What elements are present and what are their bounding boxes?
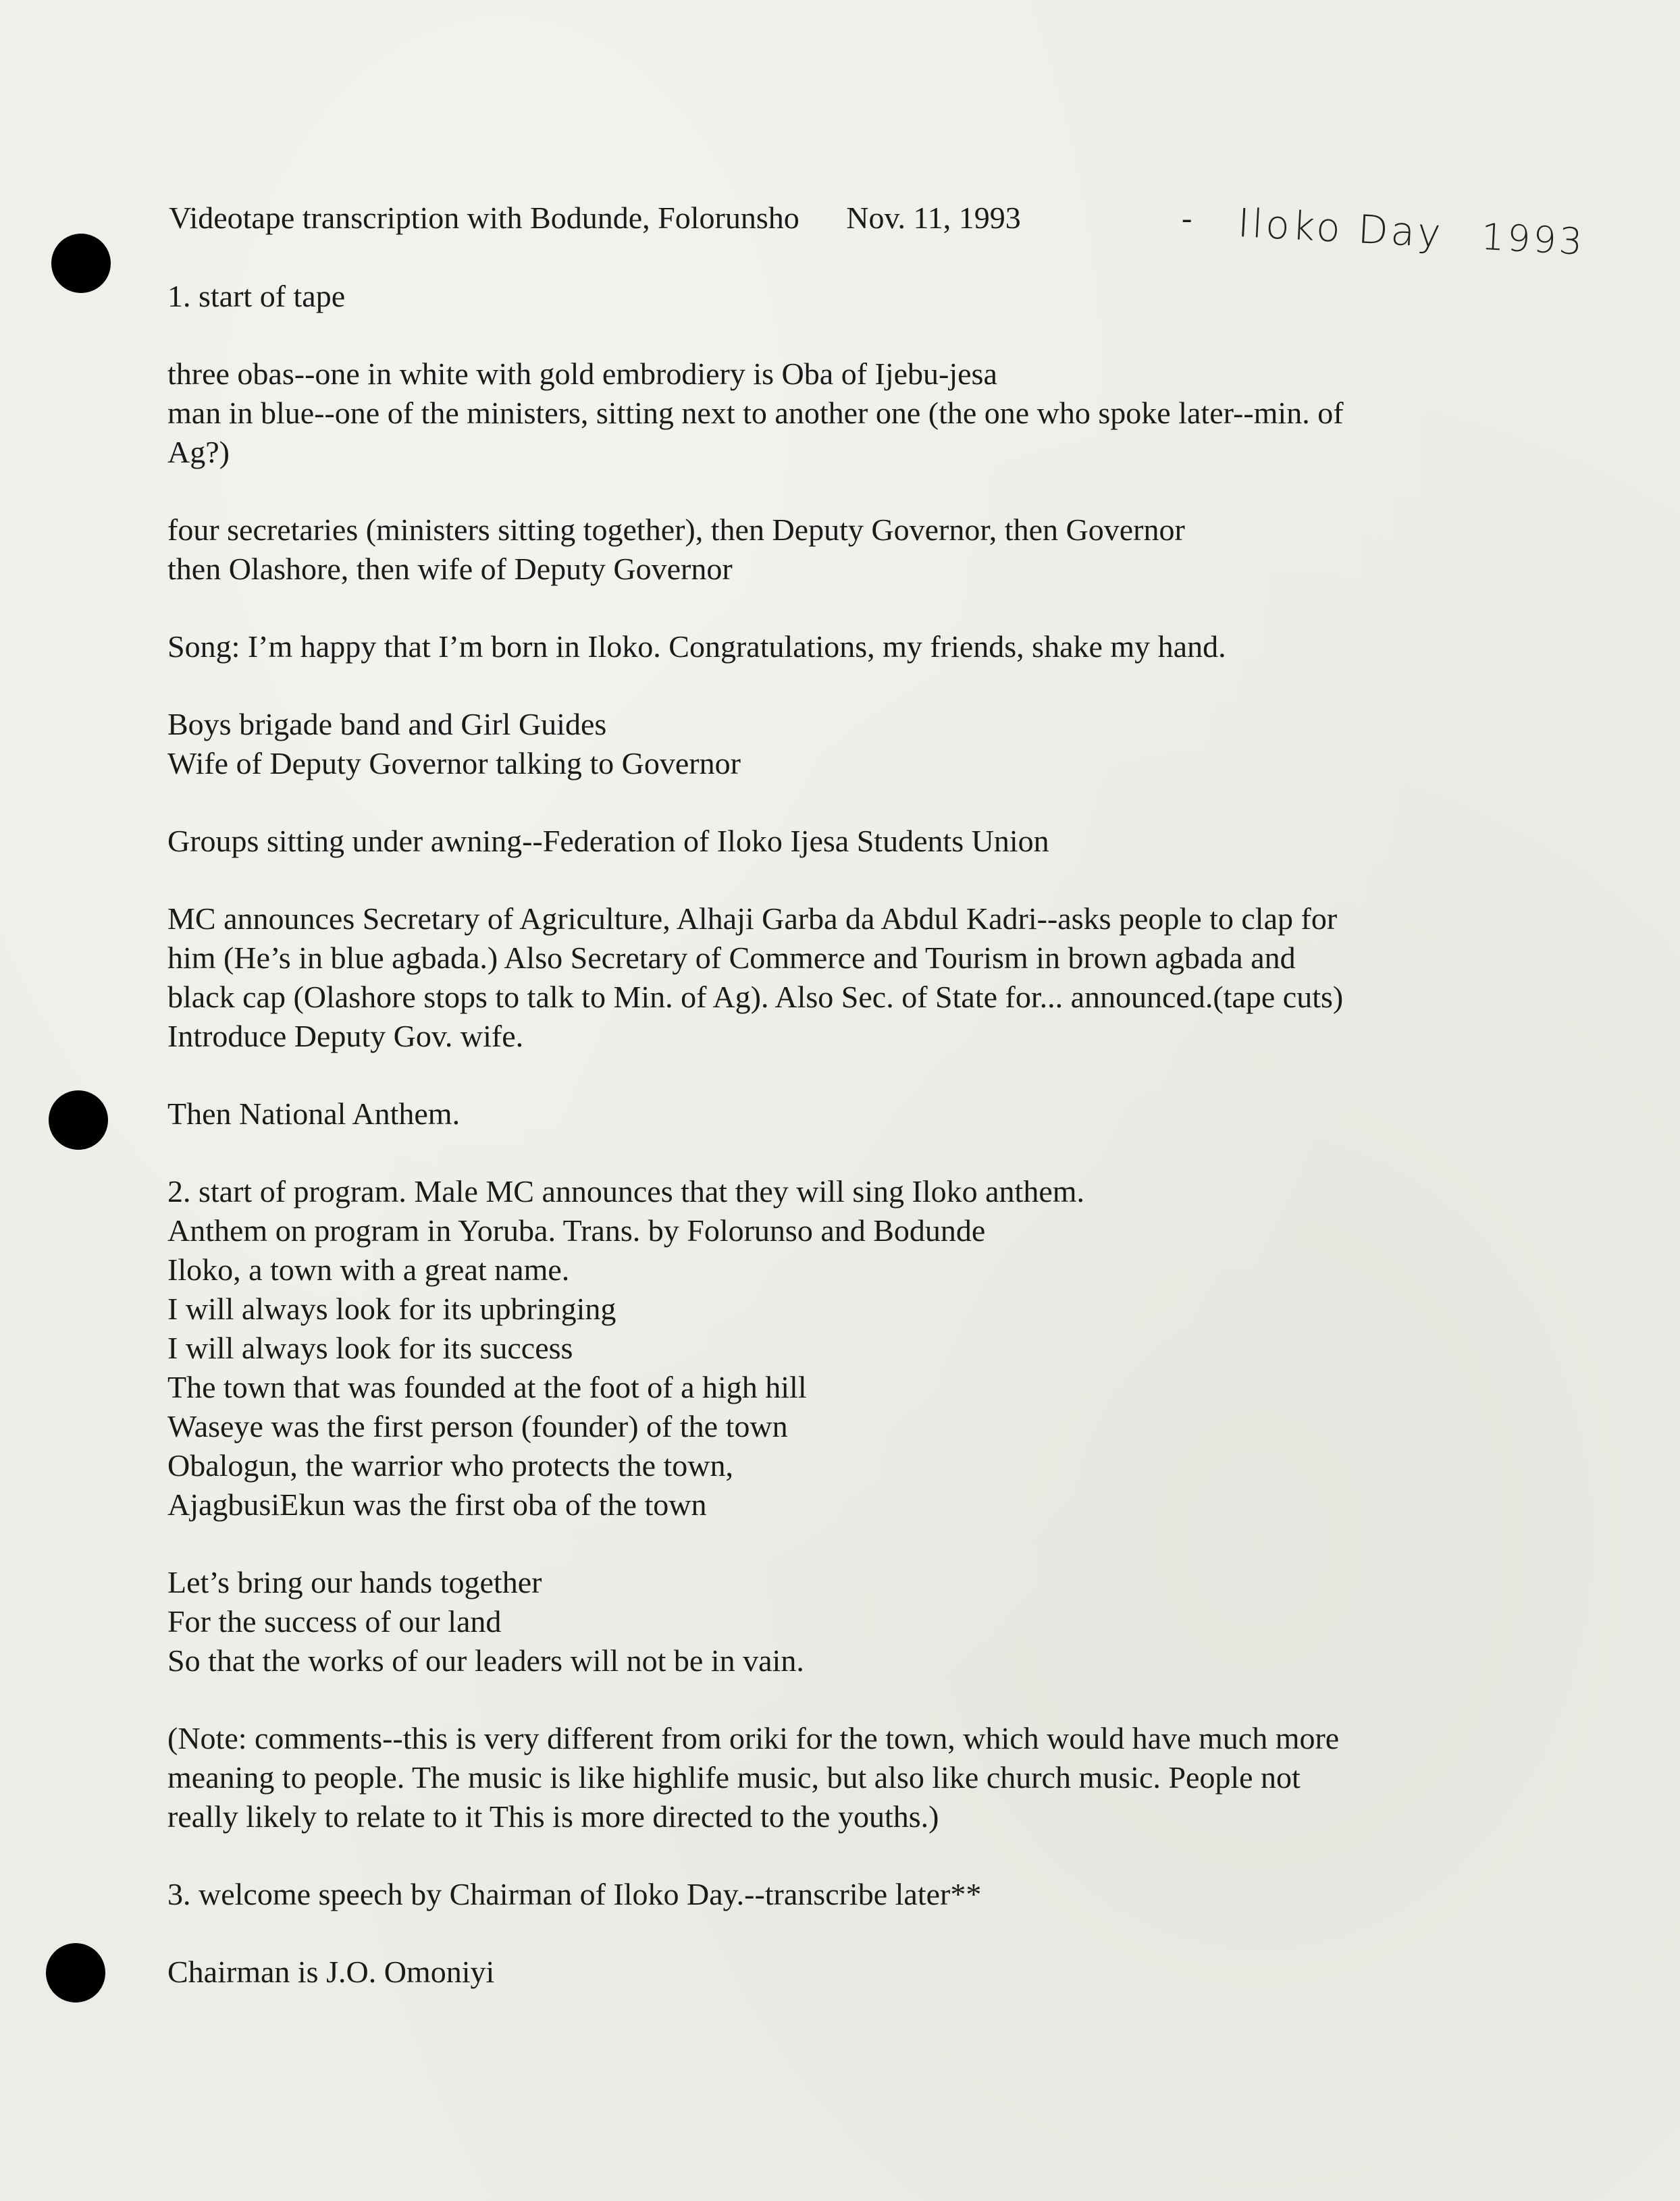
text-line: Then National Anthem. <box>167 1096 461 1131</box>
text-line: three obas--one in white with gold embrodiery is Oba of Ijebu-jesa <box>167 356 997 391</box>
text-line: man in blue--one of the ministers, sitting next to another one (the one who spoke later--min. of <box>167 396 1344 430</box>
paragraph <box>167 277 1477 316</box>
text-line: him (He’s in blue agbada.) Also Secretary of Commerce and Tourism in brown agbada and <box>167 940 1296 975</box>
transcription-body <box>167 277 1477 2030</box>
text-line: For the success of our land <box>167 1604 502 1639</box>
text-line: Groups sitting under awning--Federation of Iloko Ijesa Students Union <box>167 824 1049 858</box>
paragraph <box>167 1719 1477 1836</box>
paragraph <box>167 705 1477 783</box>
paragraph <box>167 899 1477 1056</box>
text-line: Obalogun, the warrior who protects the town, <box>167 1448 734 1483</box>
text-line: then Olashore, then wife of Deputy Governor <box>167 552 733 586</box>
text-line: really likely to relate to it This is more directed to the youths.) <box>167 1799 939 1834</box>
paragraph <box>167 1875 1477 1914</box>
document-date: Nov. 11, 1993 <box>846 201 1021 235</box>
text-line: Waseye was the first person (founder) of the town <box>167 1409 788 1443</box>
handwritten-annotation <box>1236 200 1585 264</box>
text-line: 3. welcome speech by Chairman of Iloko Day.--transcribe later** <box>167 1877 982 1911</box>
text-line: MC announces Secretary of Agriculture, Alhaji Garba da Abdul Kadri--asks people to clap for <box>167 901 1338 936</box>
paragraph <box>167 1563 1477 1680</box>
paragraph <box>167 510 1477 589</box>
text-line: (Note: comments--this is very different from oriki for the town, which would have much more <box>167 1721 1340 1755</box>
paragraph <box>167 354 1477 472</box>
text-line: meaning to people. The music is like highlife music, but also like church music. People not <box>167 1760 1301 1795</box>
text-line: Boys brigade band and Girl Guides <box>167 707 607 741</box>
text-line: So that the works of our leaders will not be in vain. <box>167 1643 804 1678</box>
text-line: I will always look for its success <box>167 1331 573 1365</box>
handwritten-note: Iloko Day <box>1236 200 1445 257</box>
punch-hole <box>46 1943 105 2003</box>
text-line: Chairman is J.O. Omoniyi <box>167 1955 495 1989</box>
text-line: four secretaries (ministers sitting together), then Deputy Governor, then Governor <box>167 512 1185 547</box>
text-line: 2. start of program. Male MC announces that they will sing Iloko anthem. <box>167 1174 1085 1209</box>
document-header <box>169 200 1192 236</box>
text-line: Let’s bring our hands together <box>167 1565 542 1599</box>
text-line: black cap (Olashore stops to talk to Min. of Ag). Also Sec. of State for... announced.(tape cuts) <box>167 980 1344 1014</box>
text-line: Iloko, a town with a great name. <box>167 1252 570 1287</box>
document-title: Videotape transcription with Bodunde, Folorunsho <box>169 201 799 235</box>
paragraph <box>167 1172 1477 1524</box>
paragraph <box>167 1953 1477 1992</box>
punch-hole <box>49 1090 108 1150</box>
text-line: Ag?) <box>167 435 230 469</box>
paragraph <box>167 822 1477 861</box>
text-line: 1. start of tape <box>167 279 346 313</box>
text-line: I will always look for its upbringing <box>167 1292 616 1326</box>
header-dash: - <box>1182 201 1192 235</box>
text-line: Wife of Deputy Governor talking to Governor <box>167 746 741 780</box>
text-line: Introduce Deputy Gov. wife. <box>167 1019 524 1053</box>
text-line: The town that was founded at the foot of a high hill <box>167 1370 807 1404</box>
text-line: Song: I’m happy that I’m born in Iloko. Congratulations, my friends, shake my hand. <box>167 629 1226 664</box>
paragraph <box>167 1094 1477 1134</box>
handwritten-year: 1993 <box>1480 215 1586 263</box>
text-line: Anthem on program in Yoruba. Trans. by Folorunso and Bodunde <box>167 1213 986 1248</box>
punch-hole <box>51 234 111 293</box>
paragraph <box>167 627 1477 666</box>
text-line: AjagbusiEkun was the first oba of the town <box>167 1487 707 1522</box>
